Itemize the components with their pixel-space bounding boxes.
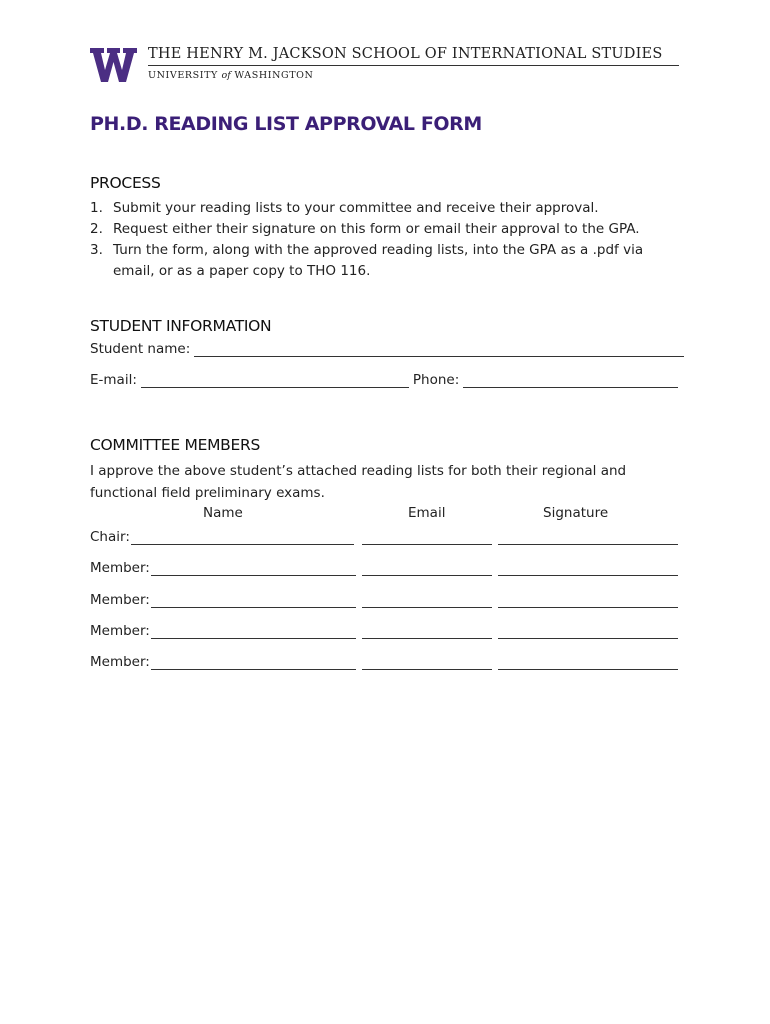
member-signature-field[interactable]	[498, 624, 678, 639]
student-name-row	[90, 341, 684, 357]
email-label: E-mail:	[90, 372, 137, 388]
member-email-field[interactable]	[362, 655, 492, 670]
step-text: Turn the form, along with the approved reading lists, into the GPA as a .pdf via email, or as a paper copy to THO 116.	[113, 242, 644, 279]
email-field[interactable]	[141, 373, 409, 388]
member-email-field[interactable]	[362, 593, 492, 608]
chair-email-field[interactable]	[362, 530, 492, 545]
list-item	[90, 240, 685, 282]
member-email-field[interactable]	[362, 624, 492, 639]
member-name-field[interactable]	[151, 655, 356, 670]
member-signature-field[interactable]	[498, 655, 678, 670]
university-of: of	[221, 70, 231, 81]
table-row	[90, 529, 678, 545]
member-signature-field[interactable]	[498, 593, 678, 608]
member-email-field[interactable]	[362, 561, 492, 576]
column-signature-header: Signature	[543, 505, 609, 521]
header-rule	[148, 65, 679, 66]
student-name-field[interactable]	[194, 342, 684, 357]
member-signature-field[interactable]	[498, 561, 678, 576]
process-steps	[90, 198, 685, 282]
row-label: Member:	[90, 592, 150, 608]
school-name: THE HENRY M. JACKSON SCHOOL OF INTERNATIONAL STUDIES	[148, 46, 663, 62]
list-item	[90, 219, 685, 240]
column-email-header: Email	[408, 505, 446, 521]
student-name-label: Student name:	[90, 341, 191, 357]
row-label: Member:	[90, 623, 150, 639]
step-text: Request either their signature on this form or email their approval to the GPA.	[113, 221, 640, 237]
university-name	[148, 70, 313, 81]
list-item	[90, 198, 685, 219]
row-label: Chair:	[90, 529, 130, 545]
member-name-field[interactable]	[151, 593, 356, 608]
committee-heading: COMMITTEE MEMBERS	[90, 436, 260, 454]
row-label: Member:	[90, 654, 150, 670]
table-row	[90, 654, 678, 670]
table-row	[90, 592, 678, 608]
step-number: 2.	[90, 221, 103, 237]
school-header	[90, 44, 679, 84]
contact-row	[90, 372, 678, 388]
step-number: 3.	[90, 242, 103, 258]
process-heading: PROCESS	[90, 174, 161, 192]
row-label: Member:	[90, 560, 150, 576]
step-number: 1.	[90, 200, 103, 216]
table-row	[90, 623, 678, 639]
page-title: PH.D. READING LIST APPROVAL FORM	[90, 113, 482, 135]
phone-label: Phone:	[412, 372, 460, 388]
chair-name-field[interactable]	[131, 530, 354, 545]
university-post: WASHINGTON	[234, 70, 314, 81]
table-row	[90, 560, 678, 576]
university-pre: UNIVERSITY	[148, 70, 218, 81]
column-name-header: Name	[203, 505, 243, 521]
student-info-heading: STUDENT INFORMATION	[90, 317, 272, 335]
phone-field[interactable]	[463, 373, 678, 388]
uw-w-logo-icon	[90, 48, 137, 82]
approval-statement: I approve the above student’s attached reading lists for both their regional and functional field preliminary exams.	[90, 463, 627, 501]
step-text: Submit your reading lists to your committee and receive their approval.	[113, 200, 599, 216]
chair-signature-field[interactable]	[498, 530, 678, 545]
member-name-field[interactable]	[151, 561, 356, 576]
member-name-field[interactable]	[151, 624, 356, 639]
